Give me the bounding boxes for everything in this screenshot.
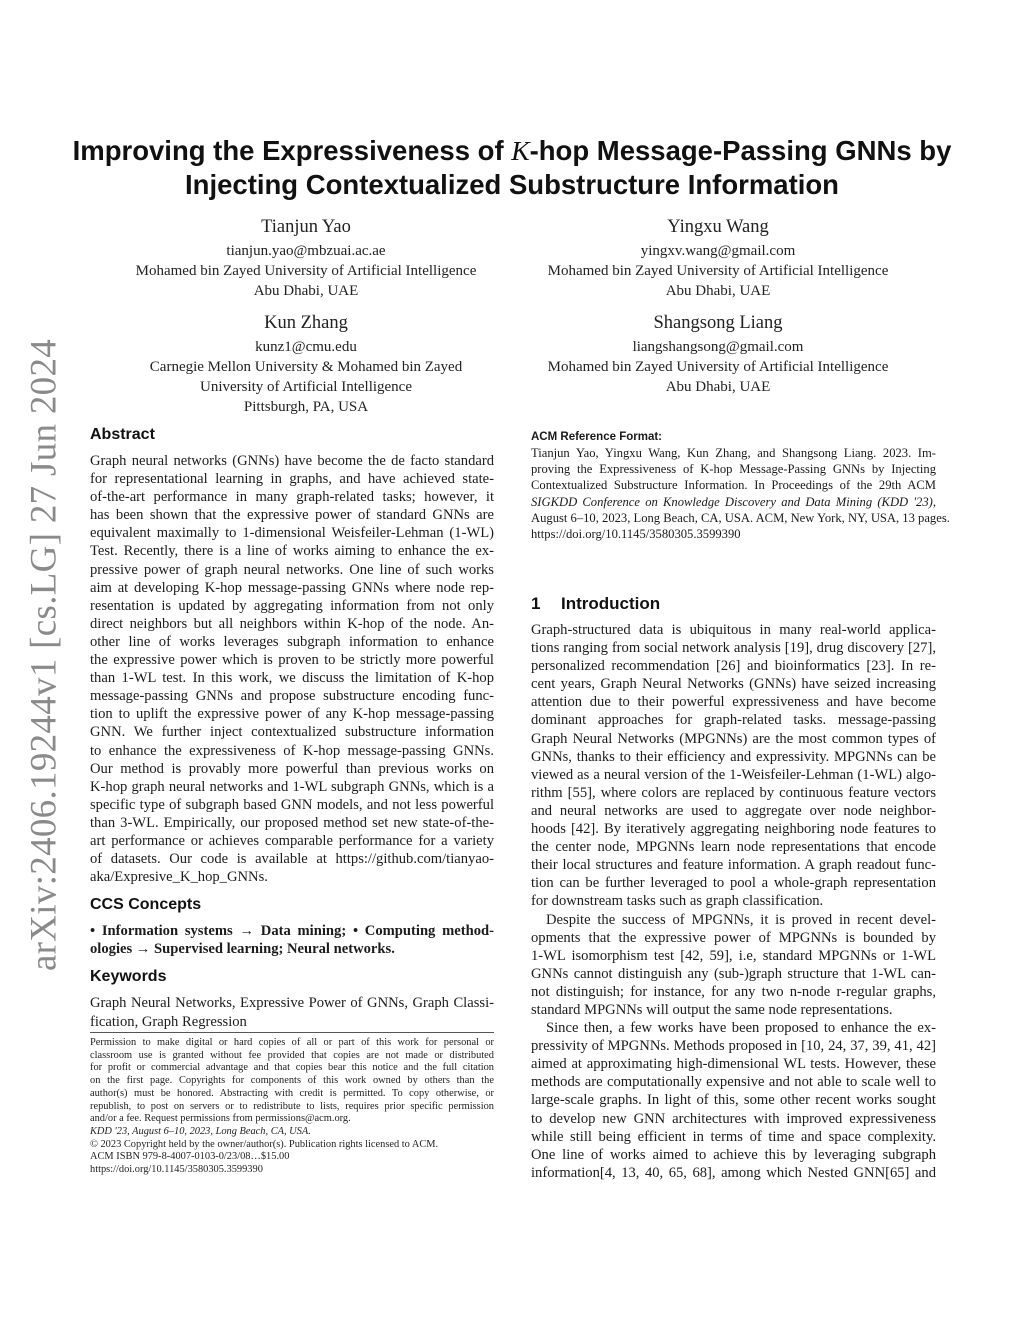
intro-line: methods are computationally expensive and not able to scale well to [531, 1074, 936, 1091]
abstract-body [90, 452, 494, 886]
abstract-line: of datasets. Our code is available at https://github.com/tianyao- [90, 851, 494, 868]
abstract-heading: Abstract [90, 426, 155, 443]
intro-line: hoods [42]. By iteratively aggregating neighboring node features to [531, 821, 936, 838]
abstract-line: than 3-WL. Empirically, our proposed method set new state-of-the- [90, 814, 494, 831]
intro-line: tions ranging from social network analysis [19], drug discovery [27], [531, 640, 936, 657]
author-block [96, 214, 516, 301]
acm-reference-heading: ACM Reference Format: [531, 431, 662, 443]
intro-line: viewed as a neural version of the 1-Weisfeiler-Lehman (1-WL) algo- [531, 766, 936, 783]
permission-line: author(s) must be honored. Abstracting with credit is permitted. To copy otherwise, or [90, 1087, 494, 1099]
abstract-line: K-hop graph neural networks and 1-WL subgraph GNNs, which is a [90, 778, 494, 795]
abstract-line: the expressive power which is proven to be strictly more powerful [90, 652, 494, 669]
intro-line: Graph-structured data is ubiquitous in many real-world applica- [531, 622, 936, 638]
permission-notice [90, 1032, 494, 1177]
permission-line: on the first page. Copyrights for components of this work owned by others than the [90, 1075, 494, 1087]
acm-reference-line: Tianjun Yao, Yingxu Wang, Kun Zhang, and Shangsong Liang. 2023. Im- [531, 446, 936, 460]
acm-reference [531, 430, 950, 542]
abstract-line: aim at developing K-hop message-passing GNNs where node rep- [90, 579, 494, 596]
intro-line: to develop new GNN architectures with improved expressiveness [531, 1110, 936, 1127]
intro-paragraph [531, 1019, 936, 1182]
acm-reference-line: proving the Expressiveness of K-hop Message-Passing GNNs by Injecting [531, 462, 936, 477]
arxiv-id: arXiv:2406.19244v1 [cs.LG] 27 Jun 2024 [23, 338, 65, 972]
author-affiliation: Mohamed bin Zayed University of Artificial Intelligence [547, 263, 889, 279]
author-location: Abu Dhabi, UAE [665, 379, 771, 395]
ccs-heading: CCS Concepts [90, 896, 202, 914]
intro-line: information[4, 13, 40, 65, 68], among which Nested GNN[65] and [531, 1164, 936, 1181]
intro-line: GNNs, thanks to their efficiency and expressivity. MPGNNs can be [531, 748, 936, 765]
abstract-line: pressive power of graph neural networks. One line of such works [90, 561, 494, 578]
author-email: liangshangsong@gmail.com [632, 339, 804, 355]
abstract-line: resentation is updated by aggregating information from not only [90, 597, 494, 614]
permission-line: classroom use is granted without fee provided that copies are not made or distributed [90, 1049, 494, 1061]
venue-line: KDD '23, August 6–10, 2023, Long Beach, CA, USA. [90, 1125, 311, 1137]
intro-line: rithm [55], where colors are replaced by continuous feature vectors [531, 784, 936, 801]
intro-line: aimed at approximating high-dimensional WL tests. However, these [531, 1056, 936, 1073]
intro-line: GNNs cannot distinguish any (sub-)graph structure that 1-WL can- [531, 965, 936, 982]
keywords-line: Graph Neural Networks, Expressive Power of GNNs, Graph Classi- [90, 995, 494, 1012]
intro-line: One line of works aimed to achieve this by leveraging subgraph [531, 1146, 936, 1163]
author-affiliation: Carnegie Mellon University & Mohamed bin Zayed [149, 359, 463, 375]
intro-line: cent years, Graph Neural Networks (GNNs) have seized increasing [531, 676, 936, 693]
abstract-line: aka/Expresive_K_hop_GNNs. [90, 869, 268, 886]
abstract-line: for representational learning in graphs, and have achieved state- [90, 471, 494, 488]
intro-line: dominant approaches for graph-related tasks. message-passing [531, 712, 936, 729]
author-name: Kun Zhang [264, 313, 348, 333]
doi-link[interactable]: https://doi.org/10.1145/3580305.3599390 [90, 1164, 263, 1176]
title-line-2: Injecting Contextualized Substructure Information [185, 169, 839, 200]
intro-line: the center node, MPGNNs learn node representations that encode [531, 839, 936, 856]
author-location: Pittsburgh, PA, USA [243, 399, 369, 415]
intro-line: large-scale graphs. In light of this, some other recent works sought [531, 1092, 936, 1109]
intro-line: tion can be further leveraged to pool a whole-graph representation [531, 875, 936, 892]
intro-line: 1-WL isomorphism test [42, 59], i.e, standard MPGNNs or 1-WL [531, 947, 936, 964]
abstract-line: to enhance the expressiveness of K-hop message-passing GNNs. [90, 742, 494, 759]
copyright-line: © 2023 Copyright held by the owner/author(s). Publication rights licensed to ACM. [90, 1138, 439, 1150]
ccs-body [90, 922, 494, 958]
permission-line: republish, to post on servers or to redistribute to lists, requires prior specific permission [90, 1100, 494, 1112]
left-column [90, 424, 494, 1031]
intro-line: their local structures and feature information. A graph readout func- [531, 857, 936, 874]
abstract-line: has been shown that the expressive power of standard GNNs are [90, 507, 494, 524]
abstract-line: than 1-WL test. In this work, we discuss the limitation of K-hop [90, 670, 494, 687]
isbn-line: ACM ISBN 979-8-4007-0103-0/23/08…$15.00 [90, 1151, 290, 1163]
section-number: 1 [531, 594, 541, 613]
right-column [531, 621, 936, 1182]
acm-reference-doi[interactable]: https://doi.org/10.1145/3580305.3599390 [531, 527, 741, 542]
author-affiliation: University of Artificial Intelligence [199, 379, 412, 395]
abstract-line: art performance or achieves comparable performance for a variety [90, 832, 494, 849]
acm-reference-line: SIGKDD Conference on Knowledge Discovery and Data Mining (KDD '23), [531, 494, 936, 509]
abstract-line: GNN. We further inject contextualized substructure information [90, 724, 494, 741]
author-location: Abu Dhabi, UAE [253, 283, 359, 299]
intro-paragraph [531, 621, 936, 911]
intro-line: not distinguish; for instance, for any two n-node r-regular graphs, [531, 983, 936, 1000]
intro-line: Despite the success of MPGNNs, it is proved in recent devel- [546, 911, 936, 928]
author-email: yingxv.wang@gmail.com [640, 243, 796, 259]
author-name: Yingxu Wang [667, 217, 769, 237]
abstract-line: other line of works leverages subgraph information to enhance [90, 633, 494, 650]
abstract-line: equivalent maximally to 1-dimensional Weisfeiler-Lehman (1-WL) [90, 525, 494, 542]
ccs-line: • Information systems → Data mining; • Computing method- [90, 923, 494, 940]
intro-line: while still being efficient in terms of time and space complexity. [531, 1128, 936, 1145]
author-affiliation: Mohamed bin Zayed University of Artificial Intelligence [547, 359, 889, 375]
keywords-body [90, 994, 494, 1030]
author-block [96, 310, 516, 417]
arxiv-stamp [14, 338, 74, 972]
intro-line: attention due to their powerful expressiveness and have become [531, 694, 936, 711]
intro-line: Since then, a few works have been proposed to enhance the ex- [546, 1020, 936, 1037]
author-email: tianjun.yao@mbzuai.ac.ae [226, 243, 386, 259]
permission-line: and/or a fee. Request permissions from permissions@acm.org. [90, 1113, 351, 1125]
author-block [508, 214, 928, 301]
abstract-line: Test. Recently, there is a line of works aiming to enhance the ex- [90, 543, 494, 560]
abstract-line: of-the-art performance in many graph-related tasks; however, it [90, 489, 494, 506]
intro-line: opments that the expressive power of MPGNNs is bounded by [531, 929, 936, 946]
intro-line: and neural networks are used to aggregate over node neighbor- [531, 802, 936, 819]
abstract-line: tion to uplift the expressive power of any K-hop message-passing [90, 706, 494, 723]
abstract-line: Graph neural networks (GNNs) have become the de facto standard [90, 453, 494, 469]
section-title: Introduction [561, 594, 661, 613]
abstract-line: Our method is provably more powerful than previous works on [90, 760, 494, 777]
intro-line: pressivity of MPGNNs. Methods proposed in [10, 24, 37, 39, 41, 42] [531, 1038, 936, 1055]
author-location: Abu Dhabi, UAE [665, 283, 771, 299]
permission-line: Permission to make digital or hard copies of all or part of this work for personal or [90, 1037, 494, 1048]
section-heading-introduction [531, 592, 660, 616]
author-email: kunz1@cmu.edu [255, 339, 357, 355]
abstract-line: message-passing GNNs and propose substructure encoding func- [90, 688, 494, 705]
intro-paragraph [531, 911, 936, 1020]
acm-reference-line: August 6–10, 2023, Long Beach, CA, USA. ACM, New York, NY, USA, 13 pages. [531, 510, 950, 525]
keywords-heading: Keywords [90, 968, 167, 986]
abstract-line: direct neighbors but all neighbors within K-hop of the node. An- [90, 615, 494, 632]
intro-line: standard MPGNNs will output the same node representations. [531, 1001, 893, 1018]
title-line-1: Improving the Expressiveness of K-hop Message-Passing GNNs by [72, 135, 952, 166]
permission-line: for profit or commercial advantage and that copies bear this notice and the full citation [90, 1062, 494, 1074]
author-name: Tianjun Yao [261, 217, 351, 237]
intro-line: personalized recommendation [26] and bioinformatics [23]. In re- [531, 658, 936, 675]
author-affiliation: Mohamed bin Zayed University of Artificial Intelligence [135, 263, 477, 279]
author-name: Shangsong Liang [653, 313, 783, 333]
intro-line: Graph Neural Networks (MPGNNs) are the most common types of [531, 730, 936, 747]
abstract-line: specific type of subgraph based GNN models, and not less powerful [90, 796, 494, 813]
intro-line: for downstream tasks such as graph classification. [531, 893, 824, 910]
ccs-line: ologies → Supervised learning; Neural networks. [90, 941, 395, 958]
author-block [508, 310, 928, 397]
paper-title [60, 134, 964, 202]
acm-reference-line: Contextualized Substructure Information. In Proceedings of the 29th ACM [531, 478, 936, 493]
keywords-line: fication, Graph Regression [90, 1013, 247, 1030]
